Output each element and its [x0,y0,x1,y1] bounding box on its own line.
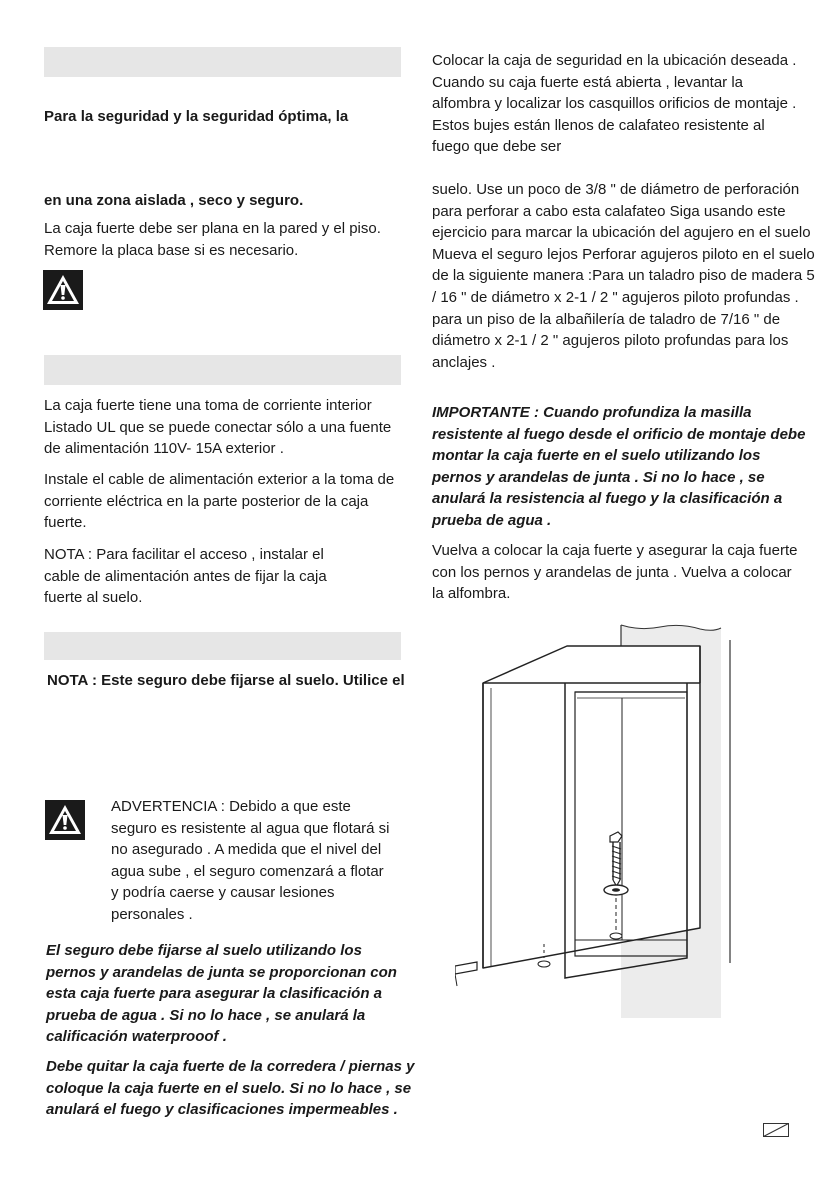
placement-text: Colocar la caja de seguridad en la ubicación deseada . Cuando su caja fuerte está abierta , levantar la alfombra y localizar los casquillos orificios de montaje . Estos bujes están llenos de calafateo resistente al fuego que debe ser [432,52,797,156]
remove-slides-text: Debe quitar la caja fuerte de la corredera / piernas y coloque la caja fuerte en el suelo. Si no lo hace , se anulará el fuego y clasificaciones impermeables . [46,1058,415,1119]
section-header-bar-2 [44,355,401,385]
section-header-bar-3 [44,632,401,660]
safety-intro-text: Para la seguridad y la seguridad óptima, la [44,108,349,125]
page-marker-icon [763,1123,789,1137]
drilling-text: suelo. Use un poco de 3/8 " de diámetro de perforación para perforar a cabo esta calafateo Siga usando este ejercicio para marcar la ubicación del agujero en el suelo Mueva el seguro lejos Perforar agujeros piloto en el suelo de la siguiente manera :Para un taladro piso de madera 5 / 16 " de diámetro x 2-1 / 2 " agujeros piloto profundas . para un piso de la albañilería de taladro de 7/16 " de diámetro x 2-1 / 2 " agujeros piloto profundas para los anclajes . [432,181,815,371]
power-cable-text: Instale el cable de alimentación exterior a la toma de corriente eléctrica en la parte posterior de la caja fuerte. [44,471,395,532]
washer-icon [604,885,628,895]
location-text: en una zona aislada , seco y seguro. [44,192,304,209]
warning-icon-2 [45,800,85,840]
section-header-bar-1 [44,47,401,77]
warning-icon [43,270,83,310]
floor-bolt-text: El seguro debe fijarse al suelo utilizando los pernos y arandelas de junta se proporcionan con esta caja fuerte para asegurar la clasificación a prueba de agua . Si no lo hace , se anulará la calificación waterprooof . [46,942,397,1046]
warning-text: ADVERTENCIA : Debido a que este seguro es resistente al agua que flotará si no asegurado . A medida que el nivel del agua sube , el seguro comenzará a flotar y podría caerse y causar lesiones personales . [111,798,390,923]
replace-safe-text: Vuelva a colocar la caja fuerte y asegurar la caja fuerte con los pernos y arandelas de junta . Vuelva a colocar la alfombra. [432,542,798,603]
note-floor-text: NOTA : Este seguro debe fijarse al suelo. Utilice el [47,672,405,689]
note-access-text: NOTA : Para facilitar el acceso , instalar el cable de alimentación antes de fijar la caja fuerte al suelo. [44,546,327,607]
flat-wall-text: La caja fuerte debe ser plana en la pared y el piso. Remore la placa base si es necesario. [44,220,381,259]
safe-installation-illustration [455,618,755,1018]
power-outlet-text: La caja fuerte tiene una toma de corriente interior Listado UL que se puede conectar sólo a una fuente de alimentación 110V- 15A exterior . [44,397,392,458]
important-text: IMPORTANTE : Cuando profundiza la masilla resistente al fuego desde el orificio de montaje debe montar la caja fuerte en el suelo utilizando los pernos y arandelas de junta . Si no lo hace , se anulará la resistencia al fuego y la clasificación a prueba de agua . [432,404,806,529]
